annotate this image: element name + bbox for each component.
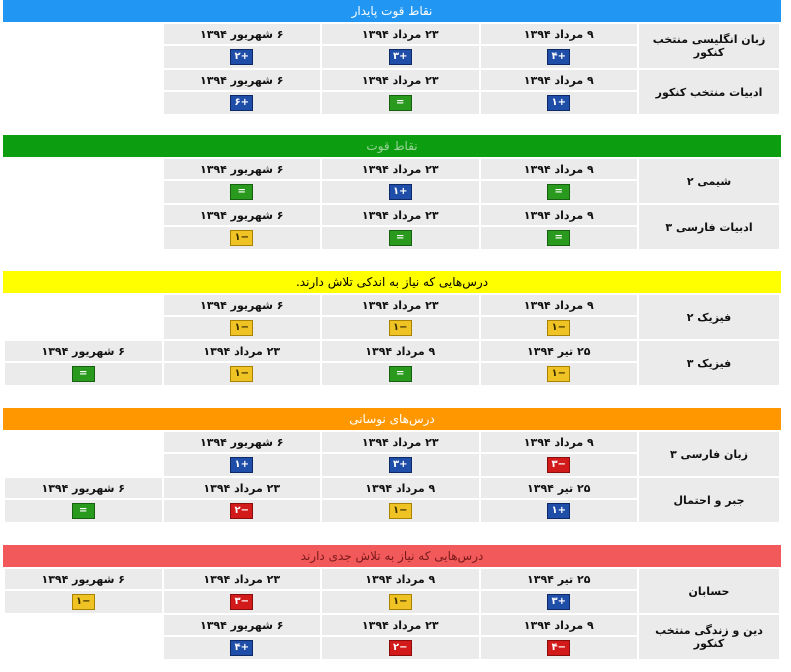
exam-date: ۲۳ مرداد ۱۳۹۴ [164, 478, 321, 498]
score-change-cell [164, 317, 321, 339]
score-change-badge: −۱ [547, 320, 570, 336]
score-change-cell [322, 637, 479, 659]
score-change-cell [322, 46, 479, 68]
empty-cell [5, 159, 162, 179]
score-change-badge: −۱ [389, 503, 412, 519]
score-change-badge: = [389, 230, 412, 246]
exam-date: ۹ مرداد ۱۳۹۴ [481, 205, 638, 225]
section-title: نقاط قوت پایدار [351, 4, 433, 18]
score-change-cell [164, 181, 321, 203]
score-change-cell [322, 454, 479, 476]
score-change-badge: +۴ [230, 640, 253, 656]
exam-date: ۶ شهریور ۱۳۹۴ [5, 341, 162, 361]
score-change-badge: +۱ [547, 503, 570, 519]
exam-date: ۲۳ مرداد ۱۳۹۴ [322, 70, 479, 90]
score-change-cell [481, 227, 638, 249]
table-row [5, 295, 779, 315]
table-row [5, 205, 779, 225]
score-change-cell [5, 591, 162, 613]
table-row [5, 70, 779, 90]
score-change-badge: −۴ [547, 640, 570, 656]
table-row [5, 569, 779, 589]
score-change-badge: −۳ [547, 457, 570, 473]
score-change-cell [481, 181, 638, 203]
score-change-cell [481, 92, 638, 114]
subject-name: حسابان [639, 569, 779, 613]
score-change-cell [164, 454, 321, 476]
score-change-cell [481, 637, 638, 659]
score-change-cell [164, 92, 321, 114]
exam-date: ۹ مرداد ۱۳۹۴ [322, 478, 479, 498]
exam-date: ۹ مرداد ۱۳۹۴ [322, 341, 479, 361]
section-stable-strengths [3, 0, 781, 116]
section-header [3, 135, 781, 157]
score-change-badge: −۱ [230, 230, 253, 246]
exam-date: ۲۵ تیر ۱۳۹۴ [481, 478, 638, 498]
score-change-cell [164, 637, 321, 659]
subject-table [3, 567, 781, 661]
score-change-cell [164, 591, 321, 613]
exam-date: ۲۳ مرداد ۱۳۹۴ [164, 341, 321, 361]
subject-table [3, 22, 781, 116]
score-change-cell [164, 227, 321, 249]
exam-date: ۹ مرداد ۱۳۹۴ [481, 432, 638, 452]
exam-date: ۲۳ مرداد ۱۳۹۴ [322, 24, 479, 44]
table-row [5, 432, 779, 452]
subject-table [3, 293, 781, 387]
exam-date: ۲۳ مرداد ۱۳۹۴ [322, 205, 479, 225]
score-change-cell [322, 227, 479, 249]
exam-date: ۶ شهریور ۱۳۹۴ [164, 295, 321, 315]
score-change-badge: −۱ [389, 594, 412, 610]
score-change-cell [5, 500, 162, 522]
section-header [3, 408, 781, 430]
subject-name: جبر و احتمال [639, 478, 779, 522]
subject-table [3, 157, 781, 251]
table-row [5, 159, 779, 179]
score-change-cell [164, 500, 321, 522]
empty-cell [5, 46, 162, 68]
score-change-cell [481, 46, 638, 68]
section-header [3, 0, 781, 22]
score-change-cell [481, 317, 638, 339]
table-row [5, 615, 779, 635]
score-change-badge: −۲ [389, 640, 412, 656]
subject-name: فیزیک ۳ [639, 341, 779, 385]
score-change-badge: = [389, 95, 412, 111]
exam-date: ۹ مرداد ۱۳۹۴ [481, 70, 638, 90]
exam-date: ۶ شهریور ۱۳۹۴ [5, 569, 162, 589]
subject-name: دین و زندگی منتخب کنکور [639, 615, 779, 659]
section-title: درس‌هایی که نیاز به اندکی تلاش دارند. [295, 275, 489, 289]
table-row [5, 478, 779, 498]
exam-date: ۶ شهریور ۱۳۹۴ [164, 432, 321, 452]
score-change-cell [164, 363, 321, 385]
table-row [5, 341, 779, 361]
empty-cell [5, 454, 162, 476]
exam-date: ۹ مرداد ۱۳۹۴ [481, 615, 638, 635]
section-header [3, 545, 781, 567]
score-change-badge: = [547, 230, 570, 246]
empty-cell [5, 24, 162, 44]
score-change-cell [481, 363, 638, 385]
exam-date: ۹ مرداد ۱۳۹۴ [481, 159, 638, 179]
subject-table [3, 430, 781, 524]
section-header [3, 271, 781, 293]
score-change-badge: +۱ [547, 95, 570, 111]
exam-date: ۲۳ مرداد ۱۳۹۴ [322, 295, 479, 315]
score-change-badge: −۱ [72, 594, 95, 610]
section-strengths [3, 135, 781, 251]
subject-name: زبان انگلیسی منتخب کنکور [639, 24, 779, 68]
empty-cell [5, 295, 162, 315]
score-change-badge: +۶ [230, 95, 253, 111]
empty-cell [5, 615, 162, 635]
score-change-badge: −۱ [230, 320, 253, 336]
table-row [5, 24, 779, 44]
empty-cell [5, 92, 162, 114]
score-change-badge: +۱ [389, 184, 412, 200]
exam-date: ۲۳ مرداد ۱۳۹۴ [322, 615, 479, 635]
exam-date: ۶ شهریور ۱۳۹۴ [164, 205, 321, 225]
score-change-badge: +۴ [547, 49, 570, 65]
score-change-badge: −۱ [230, 366, 253, 382]
section-needs-serious-effort [3, 545, 781, 661]
score-change-badge: +۳ [389, 49, 412, 65]
exam-date: ۹ مرداد ۱۳۹۴ [481, 295, 638, 315]
exam-date: ۶ شهریور ۱۳۹۴ [164, 24, 321, 44]
exam-date: ۲۵ تیر ۱۳۹۴ [481, 569, 638, 589]
exam-date: ۶ شهریور ۱۳۹۴ [164, 159, 321, 179]
section-title: درس‌های نوسانی [349, 412, 435, 426]
exam-date: ۲۵ تیر ۱۳۹۴ [481, 341, 638, 361]
score-change-badge: −۳ [230, 594, 253, 610]
score-change-badge: = [389, 366, 412, 382]
score-change-cell [322, 591, 479, 613]
exam-date: ۹ مرداد ۱۳۹۴ [322, 569, 479, 589]
score-change-badge: +۳ [547, 594, 570, 610]
subject-name: ادبیات فارسی ۳ [639, 205, 779, 249]
empty-cell [5, 637, 162, 659]
score-change-cell [322, 500, 479, 522]
exam-date: ۶ شهریور ۱۳۹۴ [164, 70, 321, 90]
score-change-badge: −۱ [547, 366, 570, 382]
empty-cell [5, 70, 162, 90]
score-change-cell [322, 181, 479, 203]
subject-name: ادبیات منتخب کنکور [639, 70, 779, 114]
score-change-badge: = [547, 184, 570, 200]
score-change-badge: −۱ [389, 320, 412, 336]
subject-name: فیزیک ۲ [639, 295, 779, 339]
empty-cell [5, 205, 162, 225]
exam-date: ۹ مرداد ۱۳۹۴ [481, 24, 638, 44]
score-change-badge: +۲ [230, 49, 253, 65]
section-title: نقاط قوت [366, 139, 418, 153]
score-change-cell [322, 92, 479, 114]
score-change-cell [322, 317, 479, 339]
empty-cell [5, 227, 162, 249]
score-change-cell [164, 46, 321, 68]
exam-date: ۲۳ مرداد ۱۳۹۴ [164, 569, 321, 589]
section-title: درس‌هایی که نیاز به تلاش جدی دارند [300, 549, 484, 563]
score-change-badge: +۳ [389, 457, 412, 473]
score-change-cell [5, 363, 162, 385]
score-change-cell [481, 454, 638, 476]
score-change-cell [481, 500, 638, 522]
subject-name: شیمی ۲ [639, 159, 779, 203]
score-change-badge: −۲ [230, 503, 253, 519]
score-change-badge: = [72, 366, 95, 382]
empty-cell [5, 432, 162, 452]
exam-date: ۶ شهریور ۱۳۹۴ [164, 615, 321, 635]
exam-date: ۶ شهریور ۱۳۹۴ [5, 478, 162, 498]
score-change-cell [322, 363, 479, 385]
empty-cell [5, 317, 162, 339]
empty-cell [5, 181, 162, 203]
score-change-cell [481, 591, 638, 613]
exam-date: ۲۳ مرداد ۱۳۹۴ [322, 159, 479, 179]
score-change-badge: = [230, 184, 253, 200]
exam-date: ۲۳ مرداد ۱۳۹۴ [322, 432, 479, 452]
section-fluctuating [3, 408, 781, 524]
subject-name: زبان فارسی ۳ [639, 432, 779, 476]
score-change-badge: = [72, 503, 95, 519]
score-change-badge: +۱ [230, 457, 253, 473]
section-needs-some-effort [3, 271, 781, 387]
